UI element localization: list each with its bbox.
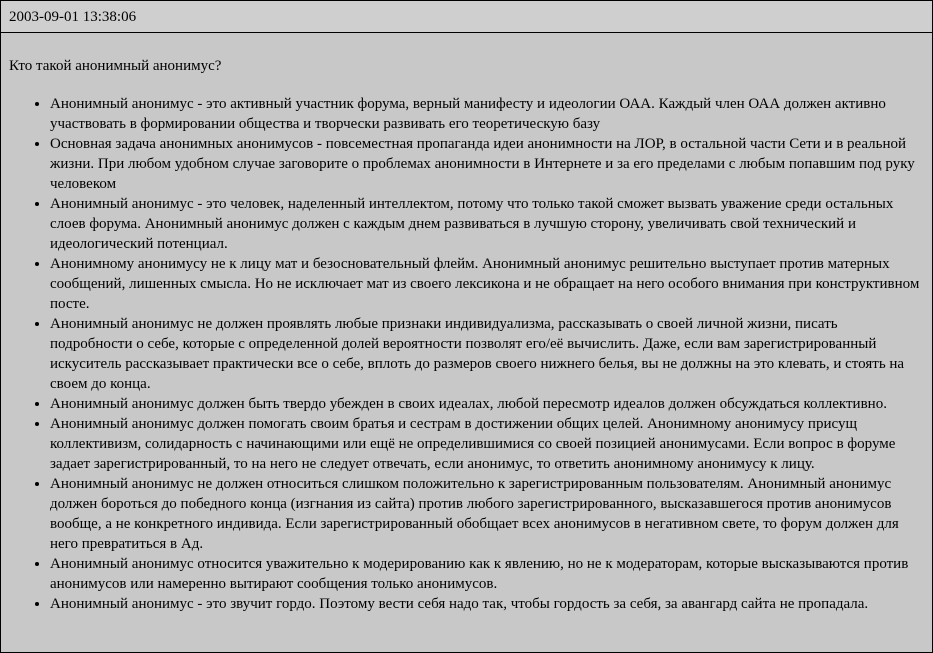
list-item: • Анонимный анонимус должен быть твердо убежден в своих идеалах, любой пересмотр идеалов должен обсуждаться коллективно. xyxy=(50,394,922,414)
post-header xyxy=(1,1,932,33)
rules-list xyxy=(9,94,922,614)
list-item: • Анонимный анонимус - это человек, наделенный интеллектом, потому что только такой сможет вызвать уважение среди остальных слоев форума. Анонимный анонимус должен с каждым днем развиваться в лучшую сторону, увеличивать свой технический и идеологический потенциал. xyxy=(50,194,922,254)
list-item: • Анонимному анонимусу не к лицу мат и безосновательный флейм. Анонимный анонимус решительно выступает против матерных сообщений, лишенных смысла. Но не исключает мат из своего лексикона и не обращает на него особого внимания при конструктивном посте. xyxy=(50,254,922,314)
post-timestamp: 2003-09-01 13:38:06 xyxy=(9,9,137,25)
list-item: • Анонимный анонимус не должен проявлять любые признаки индивидуализма, рассказывать о своей личной жизни, писать подробности о себе, которые с определенной долей вероятности позволят его/её вычислить. Даже, если вам зарегистрированный искуситель рассказывает практически все о себе, вплоть до размеров своего нижнего белья, вы не должны на это клевать, и стоять на своем до конца. xyxy=(50,314,922,394)
list-item: • Основная задача анонимных анонимусов - повсеместная пропаганда идеи анонимности на ЛОР, в остальной части Сети и в реальной жизни. При любом удобном случае заговорите о проблемах анонимности в Интернете и за его пределами с любым попавшим под руку человеком xyxy=(50,134,922,194)
list-item: • Анонимный анонимус должен помогать своим братья и сестрам в достижении общих целей. Анонимному анонимусу присущ коллективизм, солидарность с начинающими или ещё не определившимися со своей позицией анонимусами. Если вопрос в форуме задает зарегистрированный, то на него не следует отвечать, если анонимус, то ответить анонимному анонимусу к лицу. xyxy=(50,414,922,474)
list-item: • Анонимный анонимус - это звучит гордо. Поэтому вести себя надо так, чтобы гордость за себя, за авангард сайта не пропадала. xyxy=(50,594,922,614)
list-item: • Анонимный анонимус относится уважительно к модерированию как к явлению, но не к модераторам, которые высказываются против анонимусов или намеренно вытирают сообщения только анонимусов. xyxy=(50,554,922,594)
post-body xyxy=(1,56,932,614)
list-item: • Анонимный анонимус - это активный участник форума, верный манифесту и идеологии ОАА. Каждый член ОАА должен активно участвовать в формировании общества и творчески развивать его теоретическую базу xyxy=(50,94,922,134)
list-item: • Анонимный анонимус не должен относиться слишком положительно к зарегистрированным пользователям. Анонимный анонимус должен бороться до победного конца (изгнания из сайта) против любого зарегистрированного, высказавшегося против анонимусов вообще, а не конкретного индивида. Если зарегистрированный обобщает всех анонимусов в негативном свете, то форум должен для него превратиться в Ад. xyxy=(50,474,922,554)
post-question: Кто такой анонимный анонимус? xyxy=(9,58,222,74)
